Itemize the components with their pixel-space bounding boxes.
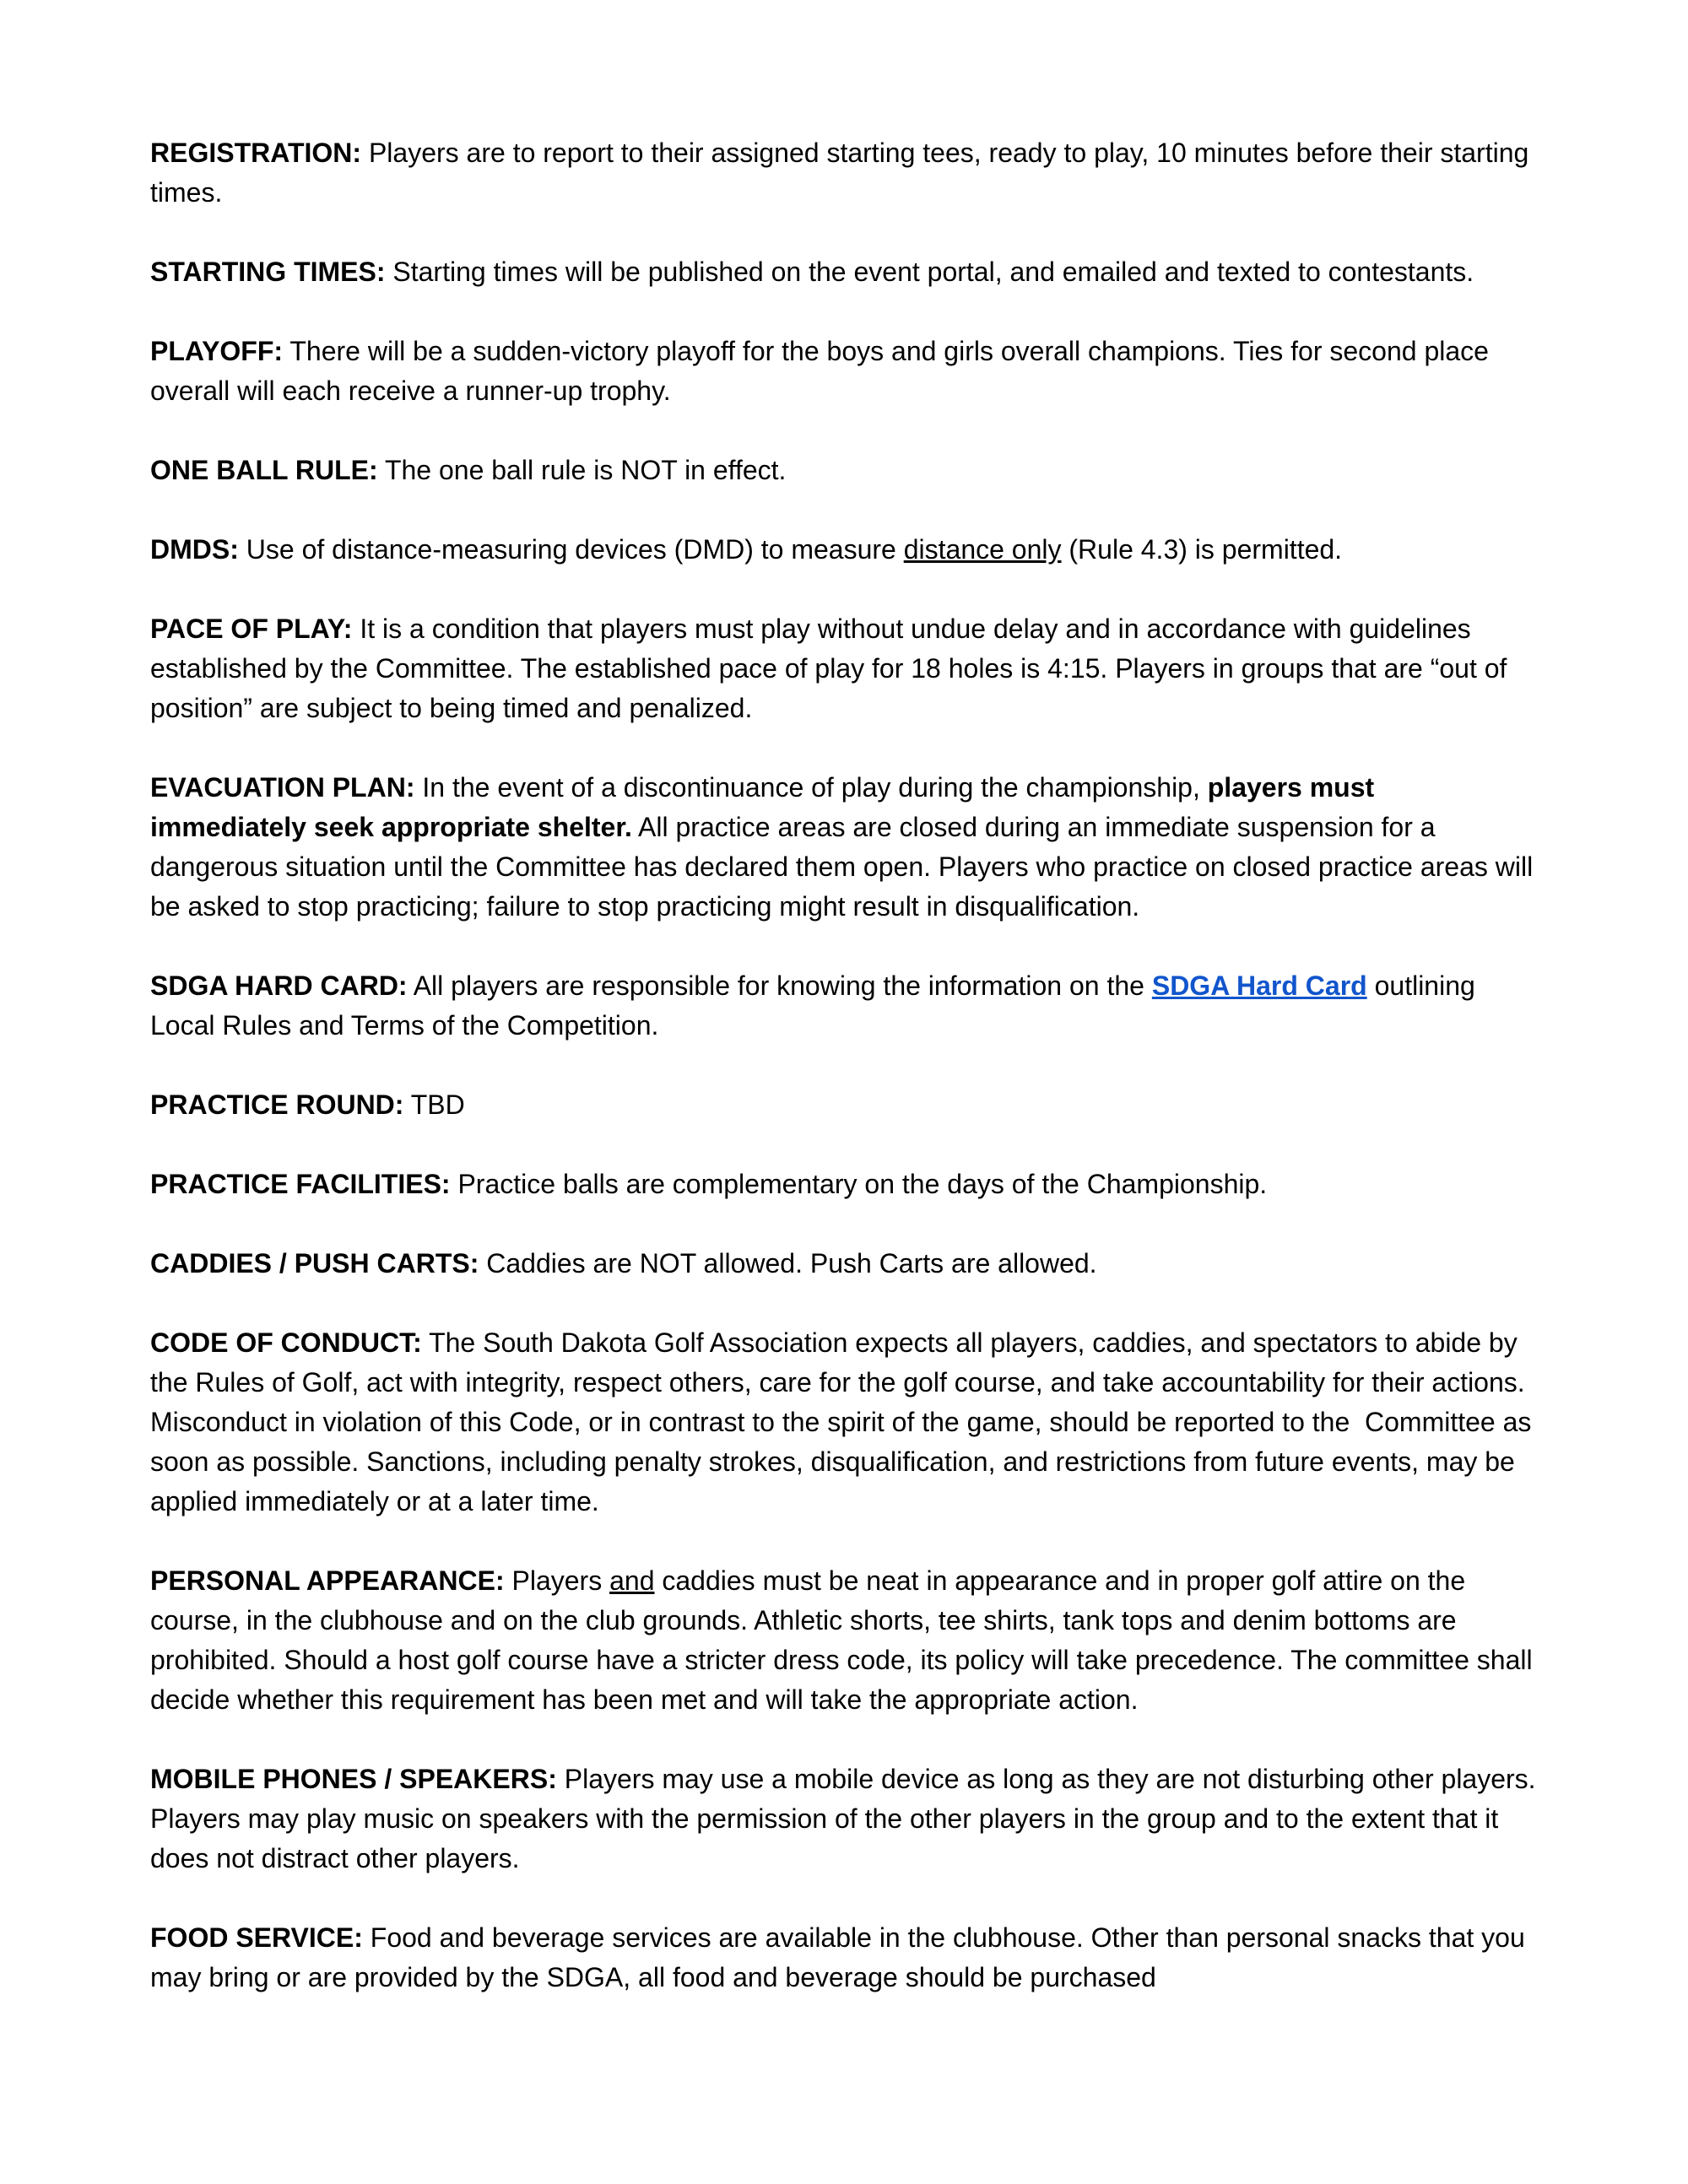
bold-text: players must immediately seek appropriate shelter. — [150, 772, 1382, 842]
section-heading: PRACTICE ROUND: — [150, 1089, 404, 1120]
section-heading: PACE OF PLAY: — [150, 614, 353, 644]
section-practice-round — [150, 1085, 1538, 1125]
section-pace-of-play — [150, 609, 1538, 728]
section-caddies-push-carts — [150, 1244, 1538, 1284]
section-starting-times — [150, 252, 1538, 292]
section-heading: FOOD SERVICE: — [150, 1922, 363, 1953]
section-playoff — [150, 332, 1538, 411]
document-body — [150, 133, 1544, 2037]
sdga-hard-card-link[interactable]: SDGA Hard Card — [1151, 970, 1367, 1001]
section-evacuation-plan — [150, 768, 1541, 927]
section-heading: PLAYOFF: — [150, 336, 284, 366]
section-heading: SDGA HARD CARD: — [150, 970, 408, 1001]
section-sdga-hard-card — [150, 966, 1538, 1046]
body-text: Use of distance-measuring devices (DMD) to measure — [238, 534, 904, 565]
section-heading: MOBILE PHONES / SPEAKERS: — [150, 1764, 557, 1794]
section-one-ball-rule — [150, 451, 1538, 490]
underlined-text: and — [609, 1565, 655, 1596]
body-text: (Rule 4.3) is permitted. — [1061, 534, 1343, 565]
body-text: In the event of a discontinuance of play during the championship, — [414, 772, 1208, 803]
section-personal-appearance — [150, 1561, 1538, 1720]
section-heading: CADDIES / PUSH CARTS: — [150, 1248, 479, 1279]
section-heading: EVACUATION PLAN: — [150, 772, 415, 803]
section-heading: PRACTICE FACILITIES: — [150, 1169, 451, 1199]
body-text: All players are responsible for knowing the information on the — [407, 970, 1152, 1001]
section-code-of-conduct — [150, 1323, 1538, 1522]
section-food-service — [150, 1918, 1538, 1997]
underlined-text: distance only — [903, 534, 1062, 565]
section-heading: PERSONAL APPEARANCE: — [150, 1565, 505, 1596]
body-text: Players — [504, 1565, 610, 1596]
section-heading: CODE OF CONDUCT: — [150, 1327, 422, 1358]
body-text: Caddies are NOT allowed. Push Carts are allowed. — [479, 1248, 1097, 1279]
section-heading: REGISTRATION: — [150, 138, 362, 168]
body-text: Starting times will be published on the event portal, and emailed and texted to contestants. — [385, 257, 1474, 287]
body-text: caddies must be neat in appearance and in proper golf attire on the course, in the clubhouse and on the club grounds. Athletic shorts, tee shirts, tank tops and denim bottoms are prohibited. Should a host golf course have a stricter dress code, its policy will take precedence. The committee shall decide whether this requirement has been met and will take the appropriate action. — [150, 1565, 1540, 1715]
body-text: There will be a sudden-victory playoff for the boys and girls overall champions. Ties for second place overall will each receive a runner-up trophy. — [150, 336, 1496, 406]
body-text: Food and beverage services are available in the clubhouse. Other than personal snacks that you may bring or are provided by the SDGA, all food and beverage should be purchased — [150, 1922, 1533, 1992]
section-heading: STARTING TIMES: — [150, 257, 386, 287]
body-text: Players may use a mobile device as long as they are not disturbing other players. Players may play music on speakers with the permission of the other players in the group and to the extent that it does not distract other players. — [150, 1764, 1544, 1873]
body-text: outlining Local Rules and Terms of the Competition. — [150, 970, 1483, 1041]
body-text: The South Dakota Golf Association expects all players, caddies, and spectators to abide by the Rules of Golf, act with integrity, respect others, care for the golf course, and take accountability for their actions. Misconduct in violation of this Code, or in contrast to the spirit of the game, should be reported to the Committee as soon as possible. Sanctions, including penalty strokes, disqualification, and restrictions from future events, may be applied immediately or at a later time. — [150, 1327, 1539, 1516]
body-text: It is a condition that players must play without undue delay and in accordance with guidelines established by the Committee. The established pace of play for 18 holes is 4:15. Players in groups that are “out of position” are subject to being timed and penalized. — [150, 614, 1515, 723]
body-text: The one ball rule is NOT in effect. — [377, 455, 787, 485]
section-dmds — [150, 530, 1538, 570]
body-text: All practice areas are closed during an immediate suspension for a dangerous situation until the Committee has declared them open. Players who practice on closed practice areas will be asked to stop practicing; failure to stop practicing might result in disqualification. — [150, 812, 1541, 922]
section-heading: ONE BALL RULE: — [150, 455, 378, 485]
section-registration — [150, 133, 1538, 213]
section-practice-facilities — [150, 1165, 1538, 1204]
body-text: Practice balls are complementary on the days of the Championship. — [450, 1169, 1268, 1199]
section-heading: DMDS: — [150, 534, 239, 565]
section-mobile-phones-speakers — [150, 1760, 1544, 1879]
body-text: Players are to report to their assigned starting tees, ready to play, 10 minutes before their starting times. — [150, 138, 1537, 208]
body-text: TBD — [403, 1089, 465, 1120]
